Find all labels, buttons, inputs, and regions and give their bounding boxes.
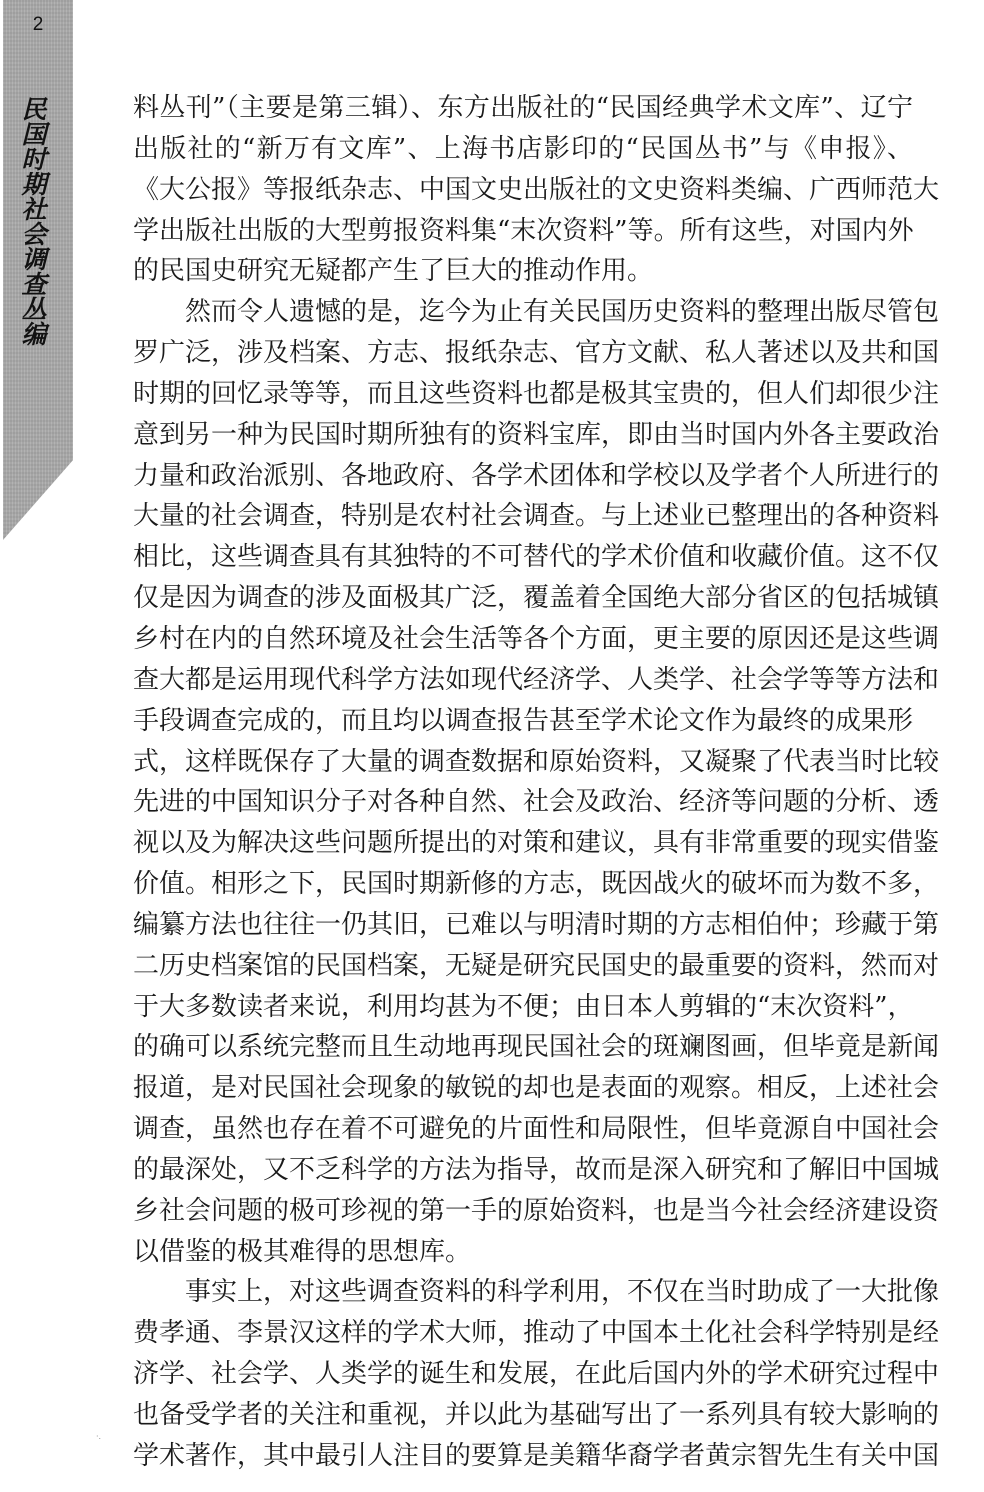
text-line: 式，这样既保存了大量的调查数据和原始资料，又凝聚了代表当时比较 — [133, 746, 940, 777]
text-line: 的最深处，又不乏科学的方法为指导，故而是深入研究和了解旧中国城 — [133, 1154, 940, 1185]
text-line: 费孝通、李景汉这样的学术大师，推动了中国本土化社会科学特别是经 — [133, 1318, 940, 1349]
text-line: 二历史档案馆的民国档案，无疑是研究民国史的最重要的资料，然而对 — [133, 950, 940, 981]
text-line: 时期的回忆录等等，而且这些资料也都是极其宝贵的，但人们却很少注 — [133, 378, 940, 409]
text-line: 相比，这些调查具有其独特的不可替代的学术价值和收藏价值。这不仅 — [133, 542, 940, 573]
text-line: 价值。相形之下，民国时期新修的方志，既因战火的破坏而为数不多， — [133, 869, 940, 900]
text-line: 学出版社出版的大型剪报资料集“末次资料”等。所有这些，对国内外 — [133, 215, 914, 246]
text-line: 乡村在内的自然环境及社会生活等各个方面，更主要的原因还是这些调 — [133, 623, 940, 654]
text-line: 先进的中国知识分子对各种自然、社会及政治、经济等问题的分析、透 — [133, 787, 940, 818]
text-line: 乡社会问题的极可珍视的第一手的原始资料，也是当今社会经济建设资 — [133, 1195, 940, 1226]
text-line: 于大多数读者来说，利用均甚为不便；由日本人剪辑的“末次资料”， — [133, 991, 914, 1022]
text-line: 《大公报》等报纸杂志、中国文史出版社的文史资料类编、广西师范大 — [133, 174, 940, 205]
text-line: 编纂方法也往往一仍其旧，已难以与明清时期的方志相伯仲；珍藏于第 — [133, 909, 940, 940]
series-title: 民国时期社会调查丛编 — [18, 96, 47, 346]
text-line: 学术著作，其中最引人注目的要算是美籍华裔学者黄宗智先生有关中国 — [133, 1440, 940, 1471]
text-line: 查大都是运用现代科学方法如现代经济学、人类学、社会学等等方法和 — [133, 664, 940, 695]
scan-speck: ·. — [96, 1432, 102, 1441]
text-line: 罗广泛，涉及档案、方志、报纸杂志、官方文献、私人著述以及共和国 — [133, 338, 940, 369]
text-line: 调查，虽然也存在着不可避免的片面性和局限性，但毕竟源自中国社会 — [133, 1114, 940, 1145]
body-text — [133, 88, 940, 1477]
text-line: 力量和政治派别、各地政府、各学术团体和学校以及学者个人所进行的 — [133, 460, 940, 491]
page-number: 2 — [32, 14, 44, 35]
text-line: 大量的社会调查，特别是农村社会调查。与上述业已整理出的各种资料 — [133, 501, 940, 532]
text-line: 意到另一种为民国时期所独有的资料宝库，即由当时国内外各主要政治 — [133, 419, 940, 450]
text-line: 出版社的“新万有文库”、上海书店影印的“民国丛书”与《申报》、 — [133, 133, 913, 164]
text-line: 视以及为解决这些问题所提出的对策和建议，具有非常重要的现实借鉴 — [133, 828, 940, 859]
text-line: 也备受学者的关注和重视，并以此为基础写出了一系列具有较大影响的 — [133, 1400, 940, 1430]
text-line: 然而令人遗憾的是，迄今为止有关民国历史资料的整理出版尽管包 — [185, 297, 940, 328]
text-line: 手段调查完成的，而且均以调查报告甚至学术论文作为最终的成果形 — [133, 705, 914, 736]
text-line: 以借鉴的极其难得的思想库。 — [133, 1236, 472, 1267]
text-line: 报道，是对民国社会现象的敏锐的却也是表面的观察。相反，上述社会 — [133, 1073, 940, 1104]
text-line: 的确可以系统完整而且生动地再现民国社会的斑斓图画，但毕竟是新闻 — [133, 1032, 940, 1063]
text-line: 仅是因为调查的涉及面极其广泛，覆盖着全国绝大部分省区的包括城镇 — [133, 583, 940, 614]
text-line: 的民国史研究无疑都产生了巨大的推动作用。 — [133, 256, 654, 287]
text-line: 料丛刊”（主要是第三辑）、东方出版社的“民国经典学术文库”、辽宁 — [133, 93, 913, 123]
text-line: 济学、社会学、人类学的诞生和发展，在此后国内外的学术研究过程中 — [133, 1359, 940, 1390]
text-line: 事实上，对这些调查资料的科学利用，不仅在当时助成了一大批像 — [185, 1277, 940, 1308]
